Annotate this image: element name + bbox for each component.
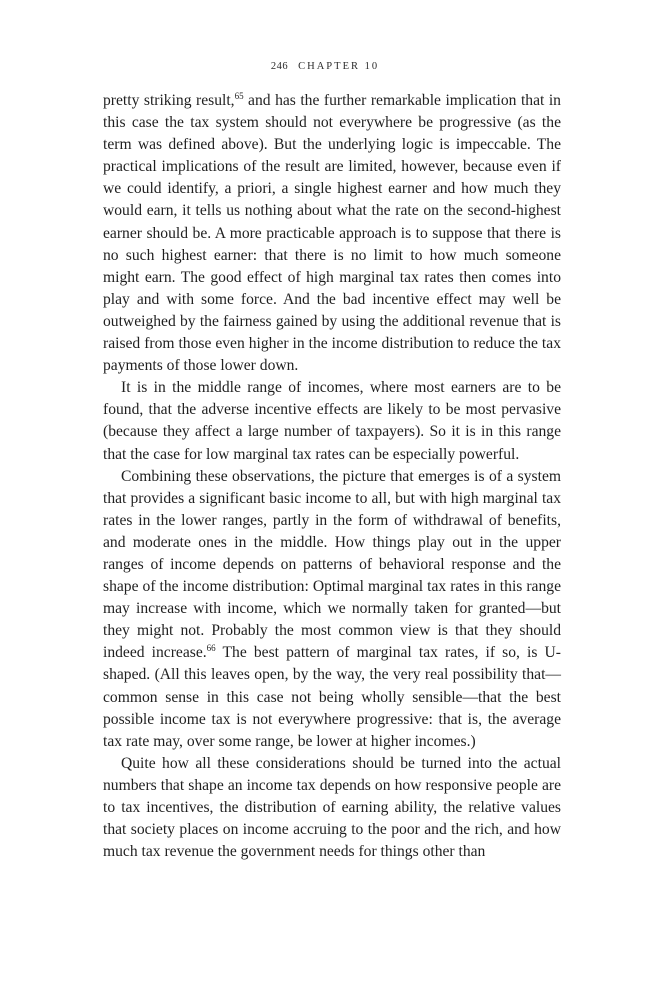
page-number: 246 <box>270 61 289 72</box>
paragraph-text: and has the further remarkable implication that in this case the tax system should not everywhere be progressive (as the term was defined above). But the underlying logic is impeccable. The practical implications of the result are limited, however, because even if we could identify, a priori, a single highest earner and how much they would earn, it tells us nothing about what the rate on the second-highest earner should be. A more practicable approach is to suppose that there is no such highest earner: that there is no limit to how much someone might earn. The good effect of high marginal tax rates then comes into play and with some force. And the bad incentive effect may well be outweighed by the fairness gained by using the additional revenue that is raised from those even higher in the income distribution to reduce the tax payments of those lower down. <box>103 92 561 375</box>
paragraph <box>103 90 561 377</box>
paragraph-text: pretty striking result, <box>103 92 235 109</box>
footnote-marker[interactable]: 66 <box>206 643 216 654</box>
paragraph: Quite how all these considerations should be turned into the actual numbers that shape an income tax depends on how responsive people are to tax incentives, the distribution of earning ability, the relative values that society places on income accruing to the poor and the rich, and how much tax revenue the government needs for things other than <box>103 754 561 861</box>
chapter-label: CHAPTER 10 <box>298 61 380 72</box>
paragraph <box>103 466 561 753</box>
paragraph-text: Combining these observations, the picture that emerges is of a system that provides a significant basic income to all, but with high marginal tax rates in the lower ranges, partly in the form of withdrawal of benefits, and moderate ones in the middle. How things play out in the upper ranges of income depends on patterns of behavioral response and the shape of the income distribution: Optimal marginal tax rates in this range may increase with income, which we normally taken for granted—but they might not. Probably the most common view is that they should indeed increase. <box>103 467 561 662</box>
body-text <box>103 90 561 863</box>
paragraph: It is in the middle range of incomes, where most earners are to be found, that the adverse incentive effects are likely to be most pervasive (because they affect a large number of taxpayers). So it is in this range that the case for low marginal tax rates can be especially powerful. <box>103 379 561 463</box>
footnote-marker[interactable]: 65 <box>234 91 244 101</box>
running-head <box>0 61 650 72</box>
paragraph-text: The best pattern of marginal tax rates, if so, is U-shaped. (All this leaves open, by the way, the very real possibility that—common sense in this case not being wholly sensible—that the best possible income tax is not everywhere progressive: that is, the average tax rate may, over some range, be lower at higher incomes.) <box>103 644 561 750</box>
